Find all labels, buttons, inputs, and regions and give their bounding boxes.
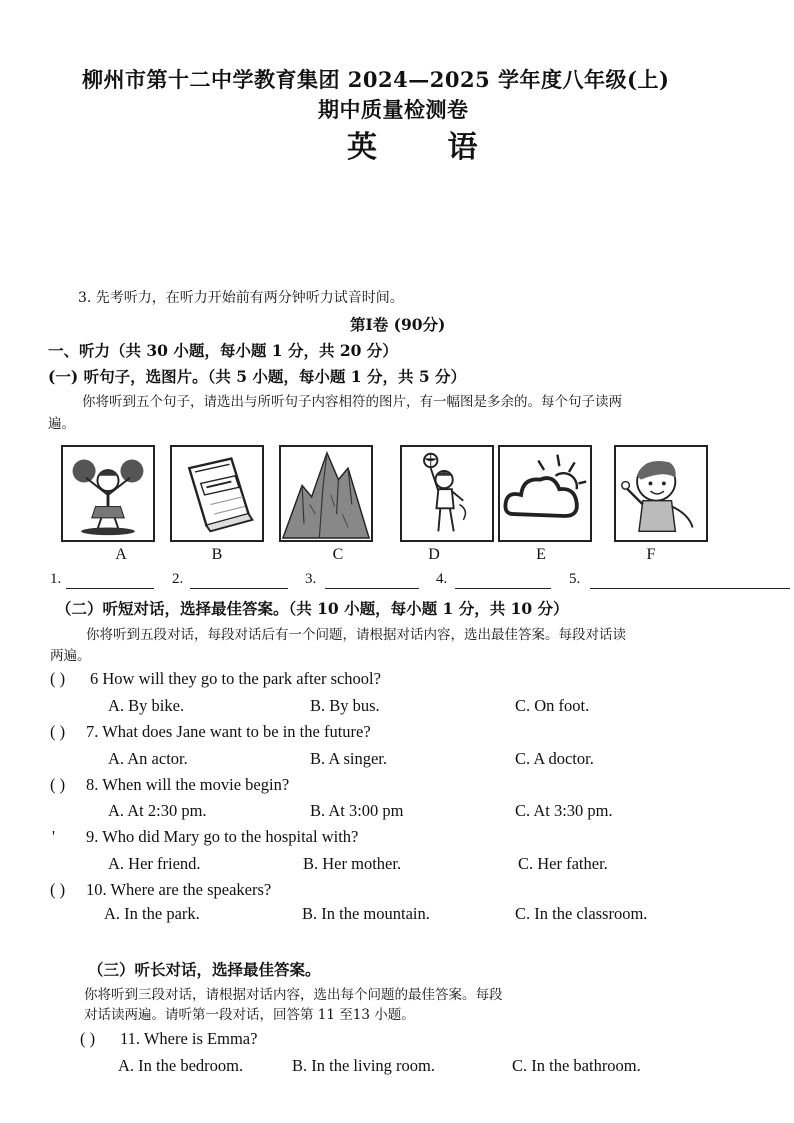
option-10c: C. In the classroom.: [515, 904, 648, 923]
section3-instruction-cont: 对话读两遍。请听第一段对话，回答第 11 至13 小题。: [84, 1007, 415, 1023]
answer-paren-9[interactable]: ': [52, 827, 55, 846]
section1-instruction-cont: 遍。: [48, 416, 75, 432]
option-11a: A. In the bedroom.: [118, 1056, 244, 1075]
option-7b: B. A singer.: [310, 749, 388, 768]
option-10a: A. In the park.: [104, 904, 200, 923]
option-8a: A. At 2:30 pm.: [108, 801, 207, 820]
listening-note: 3. 先考听力，在听力开始前有两分钟听力试音时间。: [78, 290, 404, 306]
option-7a: A. An actor.: [108, 749, 188, 768]
answer-blank-5[interactable]: [590, 588, 790, 589]
subject-title: 英 语: [347, 130, 508, 165]
picture-label-f: F: [646, 546, 656, 563]
option-9a: A. Her friend.: [108, 854, 201, 873]
option-10b: B. In the mountain.: [302, 904, 430, 923]
blank-number-1: 1.: [50, 571, 62, 587]
section2-title: （二）听短对话，选择最佳答案。（共 10 小题，每小题 1 分，共 10 分）: [56, 599, 569, 618]
section3-instruction: 你将听到三段对话，请根据对话内容，选出每个问题的最佳答案。每段: [84, 987, 503, 1003]
mountain-icon: [281, 447, 371, 540]
option-11c: C. In the bathroom.: [512, 1056, 641, 1075]
picture-f: [614, 445, 708, 542]
option-6b: B. By bus.: [310, 696, 380, 715]
answer-paren-8[interactable]: ( ): [50, 775, 66, 794]
answer-blank-1[interactable]: [66, 588, 154, 589]
option-7c: C. A doctor.: [515, 749, 594, 768]
question-7: 7. What does Jane want to be in the future?: [86, 722, 371, 741]
option-11b: B. In the living room.: [292, 1056, 435, 1075]
option-9b: B. Her mother.: [303, 854, 402, 873]
picture-label-a: A: [115, 546, 127, 563]
part1-title: 一、听力（共 30 小题，每小题 1 分，共 20 分）: [48, 341, 398, 360]
question-10: 10. Where are the speakers?: [86, 880, 272, 899]
option-9c: C. Her father.: [518, 854, 608, 873]
answer-paren-10[interactable]: ( ): [50, 880, 66, 899]
section2-instruction: 你将听到五段对话，每段对话后有一个问题，请根据对话内容，选出最佳答案。每段对话读: [86, 627, 626, 643]
answer-blank-2[interactable]: [190, 588, 288, 589]
picture-e: [498, 445, 592, 542]
option-6c: C. On foot.: [515, 696, 590, 715]
section1-title: (一) 听句子，选图片。（共 5 小题，每小题 1 分，共 5 分）: [48, 367, 467, 386]
section2-instruction-cont: 两遍。: [50, 648, 91, 664]
exam-title: 柳州市第十二中学教育集团 2024—2025 学年度八年级(上): [82, 67, 670, 92]
volleyball-player-icon: [402, 447, 492, 540]
answer-paren-6[interactable]: ( ): [50, 669, 66, 688]
section3-title: （三）听长对话，选择最佳答案。: [88, 960, 321, 979]
question-8: 8. When will the movie begin?: [86, 775, 290, 794]
question-6: 6 How will they go to the park after school?: [90, 669, 381, 688]
book-icon: [172, 447, 262, 540]
blank-number-3: 3.: [305, 571, 317, 587]
picture-b: [170, 445, 264, 542]
volume-title: 第Ⅰ卷 (90分): [350, 315, 446, 334]
section1-instruction: 你将听到五个句子，请选出与所听句子内容相符的图片，有一幅图是多余的。每个句子读两: [82, 394, 622, 410]
waving-boy-icon: [616, 447, 706, 540]
option-6a: A. By bike.: [108, 696, 185, 715]
cheerleader-icon: [63, 447, 153, 540]
picture-a: [61, 445, 155, 542]
answer-blank-4[interactable]: [455, 588, 551, 589]
picture-label-d: D: [428, 546, 440, 563]
picture-d: [400, 445, 494, 542]
option-8b: B. At 3:00 pm: [310, 801, 404, 820]
answer-paren-7[interactable]: ( ): [50, 722, 66, 741]
blank-number-4: 4.: [436, 571, 448, 587]
option-8c: C. At 3:30 pm.: [515, 801, 613, 820]
exam-subtitle: 期中质量检测卷: [318, 97, 469, 122]
picture-label-e: E: [536, 546, 546, 563]
answer-paren-11[interactable]: ( ): [80, 1029, 96, 1048]
picture-c: [279, 445, 373, 542]
picture-label-c: C: [332, 546, 344, 563]
answer-blank-3[interactable]: [325, 588, 419, 589]
blank-number-2: 2.: [172, 571, 184, 587]
question-9: 9. Who did Mary go to the hospital with?: [86, 827, 359, 846]
picture-label-b: B: [211, 546, 223, 563]
cloud-sun-icon: [500, 447, 590, 540]
blank-number-5: 5.: [569, 571, 581, 587]
question-11: 11. Where is Emma?: [120, 1029, 258, 1048]
